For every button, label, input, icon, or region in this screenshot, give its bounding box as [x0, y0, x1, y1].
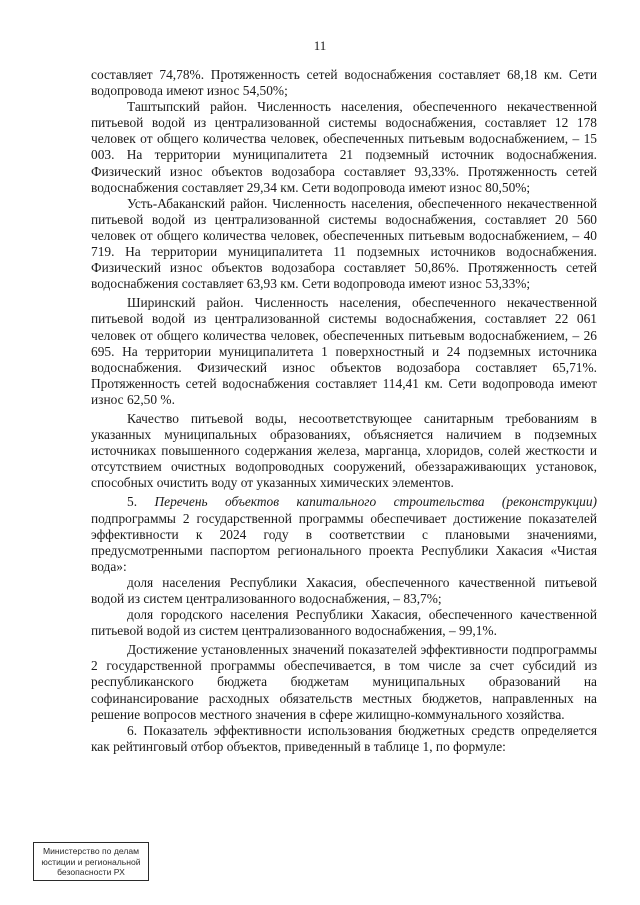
paragraph-shira-district: Ширинский район. Численность населения, обеспеченного некачественной питьевой водой из централизованной системы водоснабжения, составляет 22 061 человек от общего количества человек, обеспеченных питьевым водоснабжением, – 26 695. На территории муниципалитета 1 поверхностный и 24 подземных источника водоснабжения. Физический износ объектов водозабора составляет 65,71%. Протяженность сетей водоснабжения составляет 114,41 км. Сети водопровода имеют износ 62,50 %.	[91, 295, 597, 407]
paragraph-water-quality: Качество питьевой воды, несоответствующее санитарным требованиям в указанных муниципальных образованиях, объясняется наличием в подземных источниках повышенного содержания железа, марганца, хлоридов, солей жесткости и отсутствием очистных водопроводных сооружений, обеззараживающих установок, способных очистить воду от указанных химических элементов.	[91, 410, 597, 491]
item-5-italic-heading: Перечень объектов капитального строительства (реконструкции)	[154, 494, 597, 510]
item-5-text: подпрограммы 2 государственной программы обеспечивает достижение показателей эффективности к 2024 году в соответствии с плановыми значениями, предусмотренными паспортом регионального проекта Республики Хакасия «Чистая вода»:	[91, 510, 597, 574]
paragraph-continuation: составляет 74,78%. Протяженность сетей водоснабжения составляет 68,18 км. Сети водопровода имеют износ 54,50%;	[91, 67, 597, 99]
indicator-urban-share: доля городского населения Республики Хакасия, обеспеченного качественной питьевой водой из систем централизованного водоснабжения, – 99,1%.	[91, 607, 597, 639]
indicator-regional-share: доля населения Республики Хакасия, обеспеченного качественной питьевой водой из систем централизованного водоснабжения, – 83,7%;	[91, 574, 597, 606]
paragraph-item-5	[91, 494, 597, 574]
item-5-number: 5.	[127, 494, 138, 510]
stamp-line-2: юстиции и региональной	[41, 856, 141, 867]
paragraph-tashtyp-district: Таштыпский район. Численность населения, обеспеченного некачественной питьевой водой из централизованной системы водоснабжения, составляет 12 178 человек от общего количества человек, обеспеченных питьевым водоснабжением, – 15 003. На территории муниципалитета 21 подземный источник водоснабжения. Физический износ объектов водозабора составляет 93,33%. Протяженность сетей водоснабжения составляет 29,34 км. Сети водопровода имеют износ 80,50%;	[91, 99, 597, 195]
paragraph-item-6: 6. Показатель эффективности использования бюджетных средств определяется как рейтинговый отбор объектов, приведенный в таблице 1, по формуле:	[91, 722, 597, 754]
ministry-stamp	[33, 842, 149, 881]
paragraph-achievement: Достижение установленных значений показателей эффективности подпрограммы 2 государственной программы обеспечивается, в том числе за счет субсидий из республиканского бюджета бюджетам муниципальных образований на софинансирование расходных обязательств местных бюджетов, направленных на решение вопросов местного значения в сфере жилищно-коммунального хозяйства.	[91, 642, 597, 722]
document-body	[91, 67, 597, 755]
paragraph-ust-abakan-district: Усть-Абаканский район. Численность населения, обеспеченного некачественной питьевой водой из централизованной системы водоснабжения, составляет 20 560 человек от общего количества человек, обеспеченных питьевым водоснабжением, – 40 719. На территории муниципалитета 11 подземных источников водоснабжения. Физический износ объектов водозабора составляет 50,86%. Протяженность сетей водоснабжения составляет 63,93 км. Сети водопровода имеют износ 53,33%;	[91, 195, 597, 292]
stamp-line-1: Министерство по делам	[42, 846, 140, 856]
page-number: 11	[313, 38, 327, 53]
stamp-line-3: безопасности РХ	[57, 867, 125, 878]
